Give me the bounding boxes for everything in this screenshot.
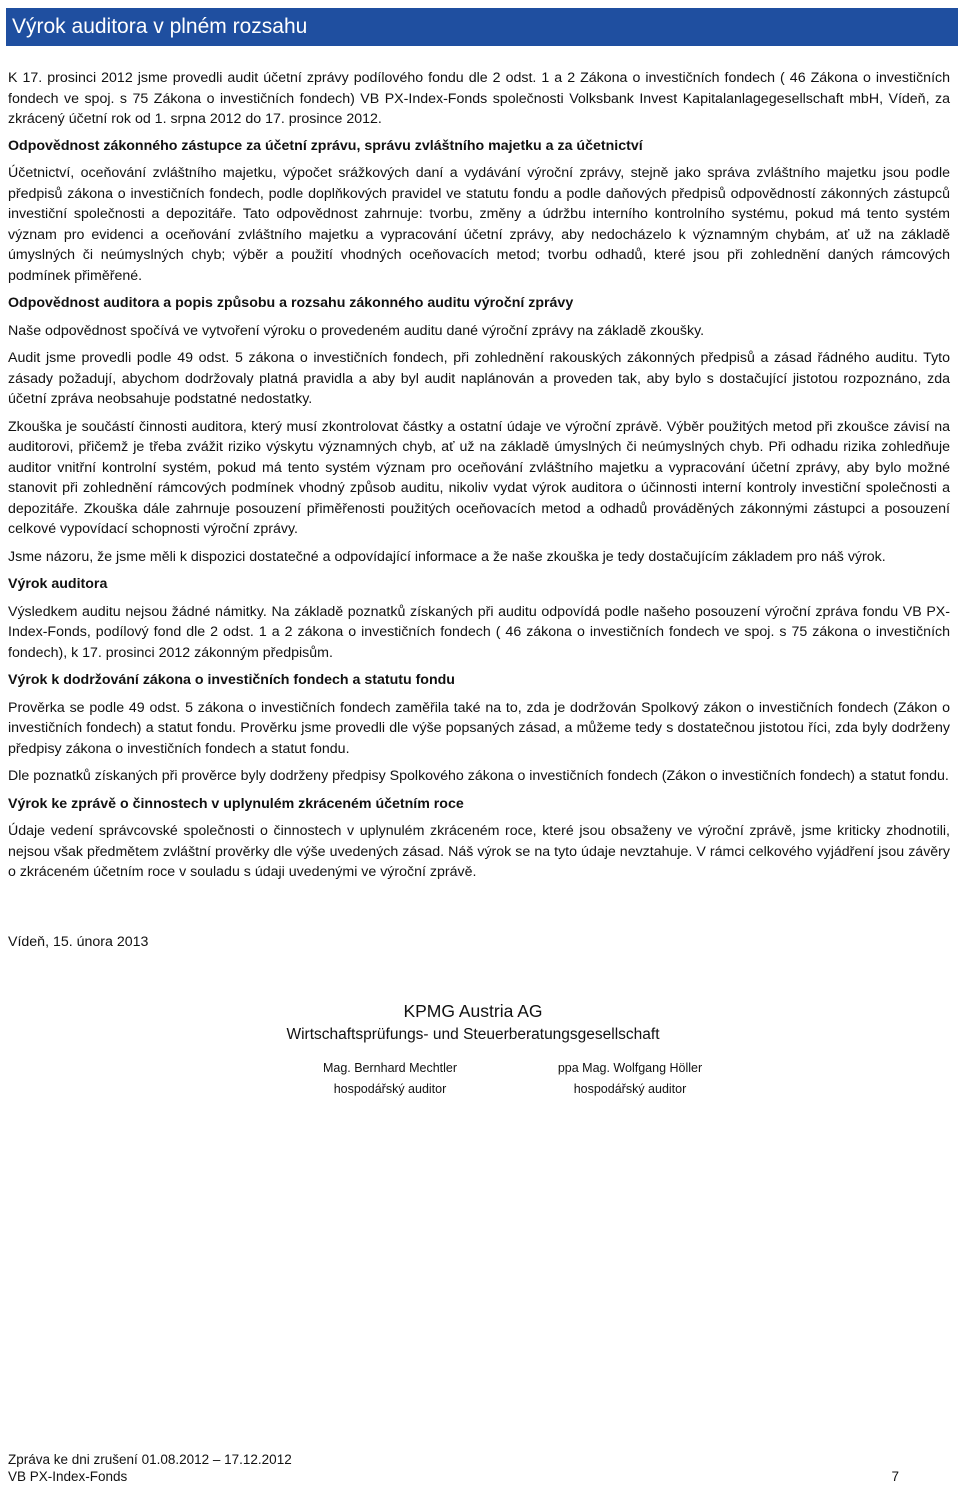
section-heading-legal-representative: Odpovědnost zákonného zástupce za účetní zprávu, správu zvláštního majetku a za účetnictví <box>8 137 643 154</box>
signatory-name: Mag. Bernhard Mechtler <box>322 1061 458 1075</box>
intro-paragraph: K 17. prosinci 2012 jsme provedli audit účetní zprávy podílového fondu dle 2 odst. 1 a 2 Zákona o investičních fondech ( 46 Zákona o investičních fondech ve spoj. s 75 Zákona o investičních fondech) VB PX-Index-Fonds společnosti Volksbank Invest Kapitalanlagegesellschaft mbH, Vídeň, za zkrácený účetní rok od 1. srpna 2012 do 17. prosince 2012. <box>8 70 950 127</box>
company-name: KPMG Austria AG <box>403 1001 543 1021</box>
section-heading-activity-report: Výrok ke zprávě o činnostech v uplynulém zkráceném účetním roce <box>8 795 464 812</box>
signatory-left <box>290 1058 490 1100</box>
paragraph: Prověrka se podle 49 odst. 5 zákona o investičních fondech zaměřila také na to, zda je dodržován Spolkový zákon o investičních fondech (Zákon o investičních fondech) a statut fondu. Prověrku jsme provedli dle výše popsaných zásad, a můžeme tedy s dostatečnou jistotou říci, zda byly dodrženy předpisy zákona o investičních fondech a statut fondu. <box>8 699 950 757</box>
section-heading-compliance-opinion: Výrok k dodržování zákona o investičních fondech a statutu fondu <box>8 672 455 688</box>
company-subtitle: Wirtschaftsprüfungs- und Steuerberatungsgesellschaft <box>286 1026 660 1043</box>
paragraph: Jsme názoru, že jsme měli k dispozici dostatečné a odpovídající informace a že naše zkouška je tedy dostačujícím základem pro náš výrok. <box>8 548 886 565</box>
spacer <box>8 890 950 932</box>
signatory-right <box>530 1058 730 1100</box>
paragraph: Naše odpovědnost spočívá ve vytvoření výroku o provedeném auditu dané výroční zprávy na základě zkoušky. <box>8 322 705 339</box>
report-body <box>8 68 950 959</box>
paragraph: Zkouška je součástí činnosti auditora, který musí zkontrolovat částky a ostatní údaje ve výroční zprávě. Výběr použitých metod při zkoušce závisí na auditorovi, přičemž je třeba zvážit riziko výskytu významných chyb, ať už na základě úmyslných či neúmyslných chyb. Při odhadu rizika zohledňuje auditor vnitřní kontrolní systém, pokud má tento systém význam pro oceňování zvláštního majetku a vypracování účetní zprávy, aby bylo možné stanovit při zohlednění rámcových podmínek vhodný způsob auditu, nikoliv vydat výrok auditora o účinnosti interní kontroly investiční společnosti a depozitáře. Zkouška dále zahrnuje posouzení přiměřenosti použitých oceňovacích metod a odhadů prováděných zákonnými zástupci a posouzení celkové vypovídací schopnosti výroční zprávy. <box>8 418 950 537</box>
footer-fund-name: VB PX-Index-Fonds <box>8 1469 128 1484</box>
paragraph: Dle poznatků získaných při prověrce byly dodrženy předpisy Spolkového zákona o investičních fondech (Zákon o investičních fondech) a statut fondu. <box>8 768 949 784</box>
section-heading-auditor-opinion: Výrok auditora <box>8 576 108 592</box>
signatory-role: hospodářský auditor <box>573 1082 687 1096</box>
section-heading-auditor-responsibility: Odpovědnost auditora a popis způsobu a rozsahu zákonného auditu výroční zprávy <box>8 295 574 311</box>
paragraph: Účetnictví, oceňování zvláštního majetku, výpočet srážkových daní a vydávání výroční zprávy, stejně jako správa zvláštního majetku jsou podle předpisů zákona o investičních fondech, podle doplňkových pravidel ve statutu fondu a podle daňových předpisů odpovědností zákonných zástupců investiční společnosti a depozitáře. Tato odpovědnost zahrnuje: tvorbu, změny a údržbu interního kontrolního systému, pokud má tento systém význam pro evidenci a oceňování zvláštního majetku a vypracování účetní zprávy, aby nedocházelo k významným chybám, ať už na základě úmyslných či neúmyslných chyb; výběr a použití vhodných oceňovacích metod; tvorbu odhadů, které jsou při zohlednění daných rámcových podmínek přiměřené. <box>8 165 950 284</box>
paragraph: Audit jsme provedli podle 49 odst. 5 zákona o investičních fondech, při zohlednění rakouských zákonných předpisů a zásad řádného auditu. Tyto zásady požadují, abychom dodržovaly platná pravidla a aby byl audit naplánován a proveden tak, aby bylo s dostačující jistotou rozpoznáno, zda účetní zpráva neobsahuje podstatné nedostatky. <box>8 350 950 407</box>
page-number: 7 <box>891 1469 899 1484</box>
company-block <box>0 1000 946 1046</box>
signatory-name: ppa Mag. Wolfgang Höller <box>557 1061 703 1075</box>
page-footer <box>8 1451 952 1485</box>
page-title: Výrok auditora v plném rozsahu <box>12 15 308 38</box>
footer-report-period: Zpráva ke dni zrušení 01.08.2012 – 17.12.2012 <box>8 1452 292 1467</box>
section-title-banner <box>6 8 958 46</box>
paragraph: Údaje vedení správcovské společnosti o činnostech v uplynulém zkráceném roce, které jsou obsaženy ve výroční zprávě, jsme kriticky zhodnotili, nejsou však předmětem zvláštní prověrky dle výše uvedených zásad. Náš výrok se na tyto údaje nevztahuje. V rámci celkového vyjádření jsou závěry o zkráceném účetním roce v souladu s údaji uvedenými ve výroční zprávě. <box>8 823 950 880</box>
place-and-date: Vídeň, 15. února 2013 <box>8 933 149 950</box>
signatory-role: hospodářský auditor <box>333 1082 447 1096</box>
paragraph: Výsledkem auditu nejsou žádné námitky. Na základě poznatků získaných při auditu odpovídá podle našeho posouzení výroční zpráva fondu VB PX-Index-Fonds, podílový fond dle 2 odst. 1 a 2 zákona o investičních fondech ( 46 zákona o investičních fondech ve spoj. s 75 zákona o investičních fondech), k 17. prosinci 2012 zákonným předpisům. <box>8 603 950 661</box>
